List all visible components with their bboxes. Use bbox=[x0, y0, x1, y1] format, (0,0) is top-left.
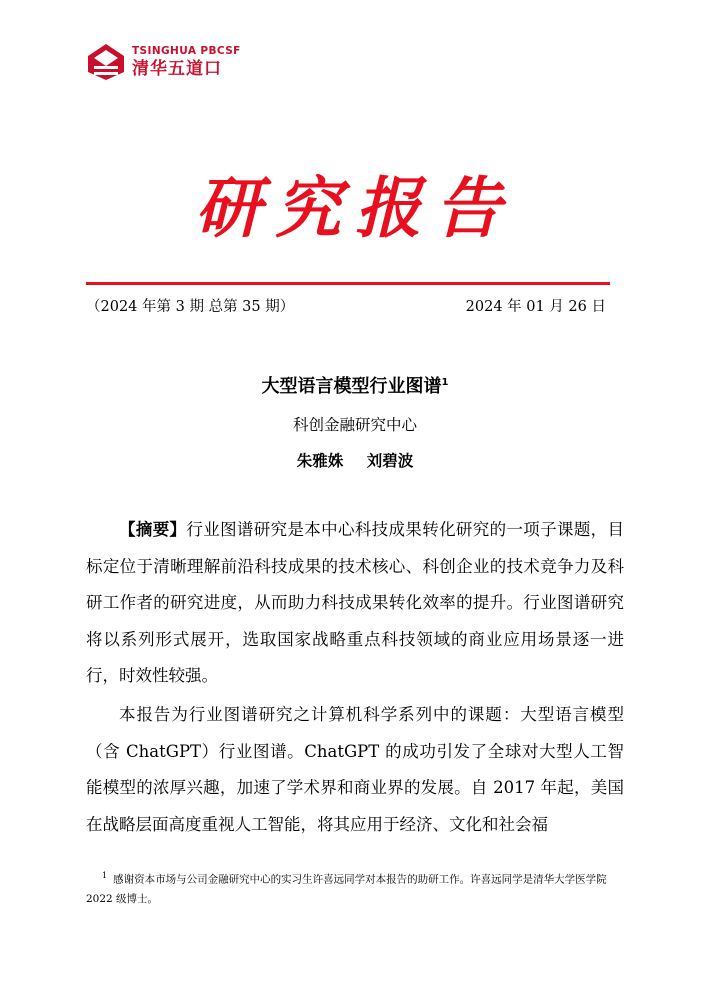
body-paragraph: 本报告为行业图谱研究之计算机科学系列中的课题：大型语言模型（含 ChatGPT）行业图谱。ChatGPT 的成功引发了全球对大型人工智能模型的浓厚兴趣，加速了学术界和商业界的发展。自 2017 年起，美国在战略层面高度重视人工智能，将其应用于经济、文化和社会福 bbox=[86, 704, 624, 834]
abstract-text: 行业图谱研究是本中心科技成果转化研究的一项子课题，目标定位于清晰理解前沿科技成果的技术核心、科创企业的技术竞争力及科研工作者的研究进度，从而助力科技成果转化效率的提升。行业图谱研究将以系列形式展开，选取国家战略重点科技领域的商业应用场景逐一进行，时效性较强。 bbox=[86, 520, 625, 686]
body-text bbox=[86, 512, 624, 843]
author-name: 朱雅姝 bbox=[296, 452, 344, 470]
abstract-paragraph bbox=[86, 512, 624, 695]
abstract-label: 【摘要】 bbox=[119, 520, 187, 539]
footnote-text: 感谢资本市场与公司金融研究中心的实习生许喜远同学对本报告的助研工作。许喜远同学是清华大学医学院 2022 级博士。 bbox=[86, 873, 607, 905]
tsinghua-pbcsf-logo-icon bbox=[86, 42, 126, 82]
issue-number: （2024 年第 3 期 总第 35 期） bbox=[86, 299, 295, 315]
report-title bbox=[0, 372, 710, 398]
logo-english-text: TSINGHUA PBCSF bbox=[132, 45, 241, 58]
author-name: 刘碧波 bbox=[366, 452, 414, 470]
report-title-text: 大型语言模型行业图谱 bbox=[261, 376, 442, 397]
footnote-number: 1 bbox=[102, 871, 108, 880]
footnote bbox=[86, 866, 624, 909]
footnote-marker[interactable]: 1 bbox=[441, 377, 449, 388]
title-divider bbox=[86, 282, 610, 285]
organization: 科创金融研究中心 bbox=[292, 416, 417, 434]
main-title: 研究报告 bbox=[195, 169, 515, 247]
authors bbox=[0, 449, 710, 471]
logo-chinese-text: 清华五道口 bbox=[132, 58, 222, 79]
publish-date: 2024 年 01 月 26 日 bbox=[465, 299, 606, 315]
logo bbox=[86, 40, 241, 84]
